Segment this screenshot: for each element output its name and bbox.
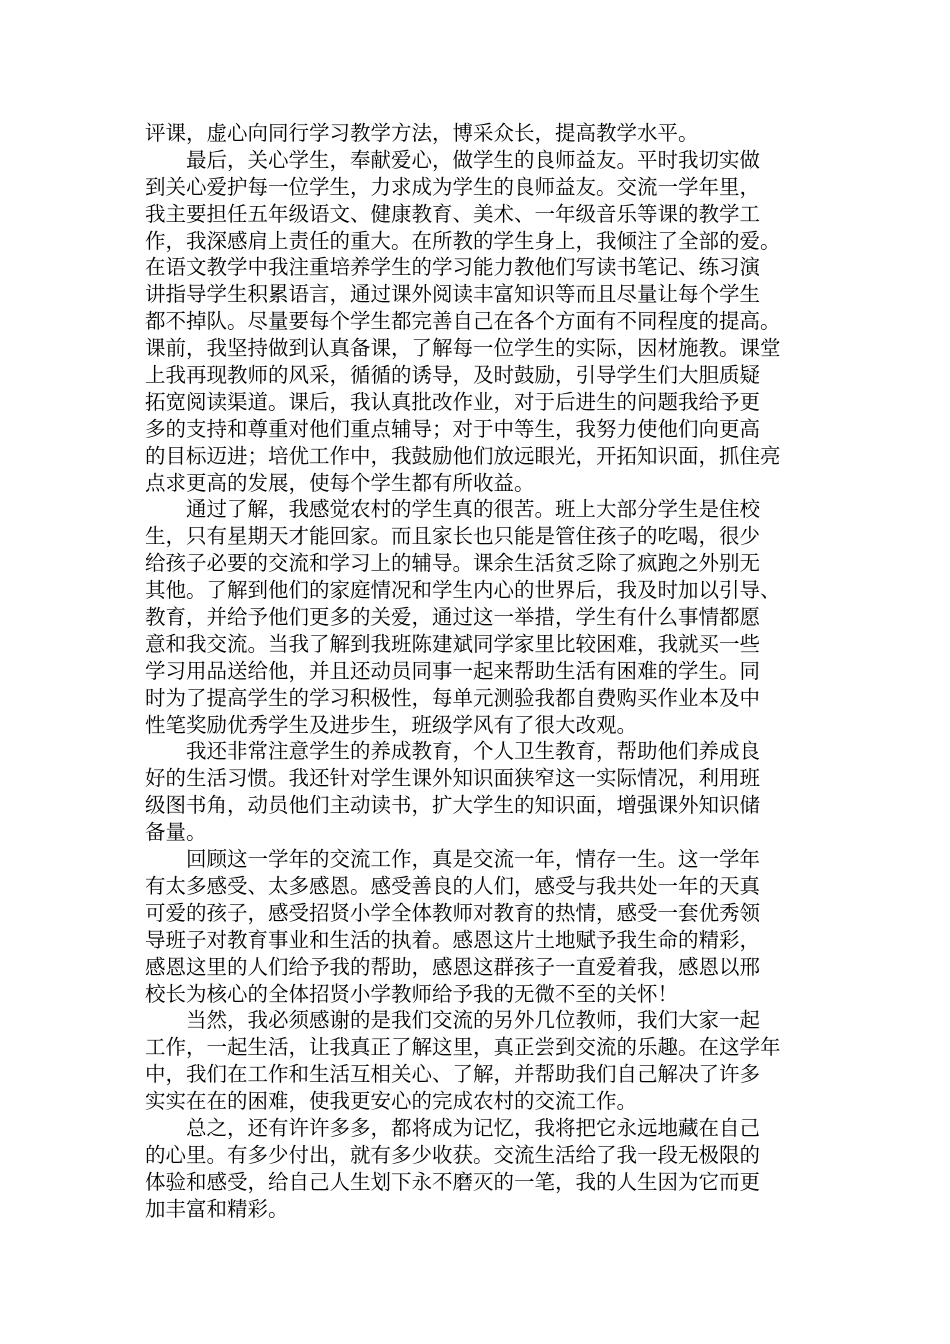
text-line: 中，我们在工作和生活互相关心、了解，并帮助我们自己解决了许多 <box>145 1062 760 1087</box>
text-line: 级图书角，动员他们主动读书，扩大学生的知识面，增强课外知识储 <box>145 793 760 818</box>
text-line: 到关心爱护每一位学生，力求成为学生的良师益友。交流一学年里， <box>145 174 760 199</box>
text-line: 我还非常注意学生的养成教育，个人卫生教育，帮助他们养成良 <box>145 739 760 764</box>
text-line: 校长为核心的全体招贤小学教师给予我的无微不至的关怀！ <box>145 981 678 1006</box>
text-line: 时为了提高学生的学习积极性，每单元测验我都自费购买作业本及中 <box>145 685 760 710</box>
text-line: 最后，关心学生，奉献爱心，做学生的良师益友。平时我切实做 <box>145 147 760 172</box>
text-line: 学习用品送给他，并且还动员同事一起来帮助生活有困难的学生。同 <box>145 658 760 683</box>
text-line: 都不掉队。尽量要每个学生都完善自己在各个方面有不同程度的提高。 <box>145 309 781 334</box>
text-line: 导班子对教育事业和生活的执着。感恩这片土地赋予我生命的精彩， <box>145 927 760 952</box>
text-line: 当然，我必须感谢的是我们交流的另外几位教师，我们大家一起 <box>145 1008 760 1033</box>
document-page <box>145 120 810 1223</box>
text-line: 其他。了解到他们的家庭情况和学生内心的世界后，我及时加以引导、 <box>145 578 781 603</box>
text-line: 我主要担任五年级语文、健康教育、美术、一年级音乐等课的教学工 <box>145 201 760 226</box>
text-line: 的目标迈进；培优工作中，我鼓励他们放远眼光，开拓知识面，抓住亮 <box>145 443 781 468</box>
text-line: 好的生活习惯。我还针对学生课外知识面狭窄这一实际情况，利用班 <box>145 766 760 791</box>
text-line: 评课，虚心向同行学习教学方法，博采众长，提高教学水平。 <box>145 121 699 145</box>
text-line: 通过了解，我感觉农村的学生真的很苦。班上大部分学生是住校 <box>145 497 760 522</box>
text-line: 备量。 <box>145 820 207 845</box>
text-line: 工作，一起生活，让我真正了解这里，真正尝到交流的乐趣。在这学年 <box>145 1035 781 1060</box>
text-line: 感恩这里的人们给予我的帮助，感恩这群孩子一直爱着我，感恩以邢 <box>145 954 760 979</box>
text-line: 点求更高的发展，使每个学生都有所收益。 <box>145 470 535 495</box>
text-line: 拓宽阅读渠道。课后，我认真批改作业，对于后进生的问题我给予更 <box>145 389 760 414</box>
text-line: 上我再现教师的风采，循循的诱导，及时鼓励，引导学生们大胆质疑 <box>145 363 760 388</box>
text-line: 意和我交流。当我了解到我班陈建斌同学家里比较困难，我就买一些 <box>145 631 760 656</box>
text-line: 回顾这一学年的交流工作，真是交流一年，情存一生。这一学年 <box>145 847 760 872</box>
text-line: 的心里。有多少付出，就有多少收获。交流生活给了我一段无极限的 <box>145 1142 760 1167</box>
text-line: 多的支持和尊重对他们重点辅导；对于中等生，我努力使他们向更高 <box>145 416 760 441</box>
text-line: 生，只有星期天才能回家。而且家长也只能是管住孩子的吃喝，很少 <box>145 524 760 549</box>
text-line: 性笔奖励优秀学生及进步生，班级学风有了很大改观。 <box>145 712 637 737</box>
text-line: 讲指导学生积累语言，通过课外阅读丰富知识等而且尽量让每个学生 <box>145 282 760 307</box>
text-line: 课前，我坚持做到认真备课，了解每一位学生的实际，因材施教。课堂 <box>145 336 781 361</box>
text-line: 作，我深感肩上责任的重大。在所教的学生身上，我倾注了全部的爱。 <box>145 228 781 253</box>
text-line: 给孩子必要的交流和学习上的辅导。课余生活贫乏除了疯跑之外别无 <box>145 551 760 576</box>
text-line: 体验和感受，给自己人生划下永不磨灭的一笔，我的人生因为它而更 <box>145 1169 760 1194</box>
text-line: 总之，还有许许多多，都将成为记忆，我将把它永远地藏在自己 <box>145 1115 760 1140</box>
text-line: 加丰富和精彩。 <box>145 1196 289 1221</box>
text-line: 在语文教学中我注重培养学生的学习能力教他们写读书笔记、练习演 <box>145 255 760 280</box>
text-line: 实实在在的困难，使我更安心的完成农村的交流工作。 <box>145 1089 637 1114</box>
text-line: 可爱的孩子，感受招贤小学全体教师对教育的热情，感受一套优秀领 <box>145 900 760 925</box>
text-line: 有太多感受、太多感恩。感受善良的人们，感受与我共处一年的天真 <box>145 873 760 898</box>
text-line: 教育，并给予他们更多的关爱，通过这一举措，学生有什么事情都愿 <box>145 605 760 630</box>
